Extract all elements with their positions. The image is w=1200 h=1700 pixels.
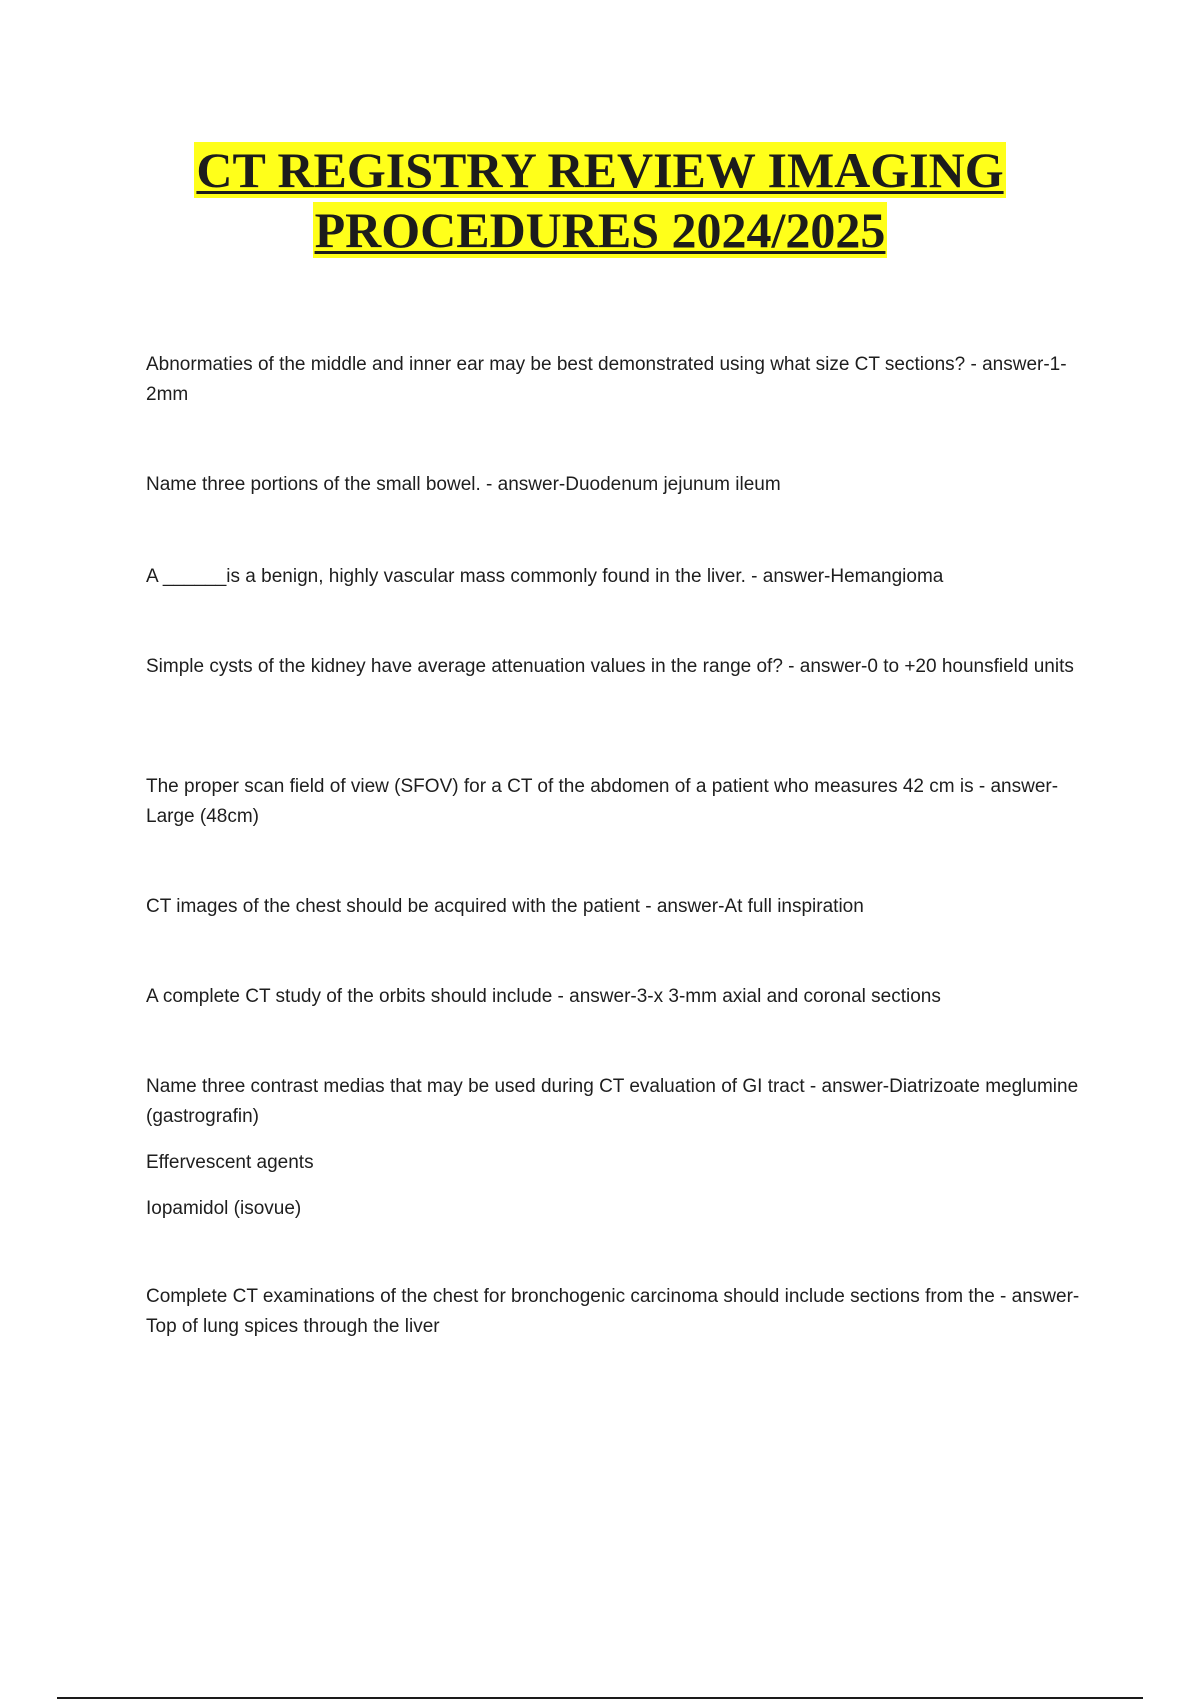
title-line-1: CT REGISTRY REVIEW IMAGING [196,142,1004,198]
footer-divider [57,1697,1143,1699]
qa-extra-line: Iopamidol (isovue) [146,1198,302,1219]
qa-text: Name three contrast medias that may be used during CT evaluation of GI tract - answer-Diatrizoate meglumine (gastrografin) [146,1076,1079,1127]
qa-item [146,652,1086,682]
qa-text: Simple cysts of the kidney have average attenuation values in the range of? - answer-0 to +20 hounsfield units [146,656,1074,677]
qa-item [146,1282,1086,1342]
qa-text: Complete CT examinations of the chest for bronchogenic carcinoma should include sections from the - answer-Top of lung spices through the liver [146,1286,1080,1337]
qa-text: CT images of the chest should be acquired with the patient - answer-At full inspiration [146,896,864,917]
qa-item [146,562,1086,592]
title-line-2: PROCEDURES 2024/2025 [314,202,886,258]
qa-text: A complete CT study of the orbits should include - answer-3-x 3-mm axial and coronal sections [146,986,941,1007]
qa-item [146,470,1086,500]
document-title [0,140,1200,260]
qa-text: A ______is a benign, highly vascular mass commonly found in the liver. - answer-Hemangioma [146,566,944,587]
qa-item [146,350,1086,410]
qa-item [146,1072,1086,1224]
qa-item [146,982,1086,1012]
qa-item [146,892,1086,922]
qa-text: Name three portions of the small bowel. - answer-Duodenum jejunum ileum [146,474,781,495]
qa-item [146,772,1086,832]
qa-text: Abnormaties of the middle and inner ear may be best demonstrated using what size CT sections? - answer-1-2mm [146,354,1067,405]
qa-extra-line: Effervescent agents [146,1152,314,1173]
qa-text: The proper scan field of view (SFOV) for a CT of the abdomen of a patient who measures 42 cm is - answer-Large (48cm) [146,776,1059,827]
